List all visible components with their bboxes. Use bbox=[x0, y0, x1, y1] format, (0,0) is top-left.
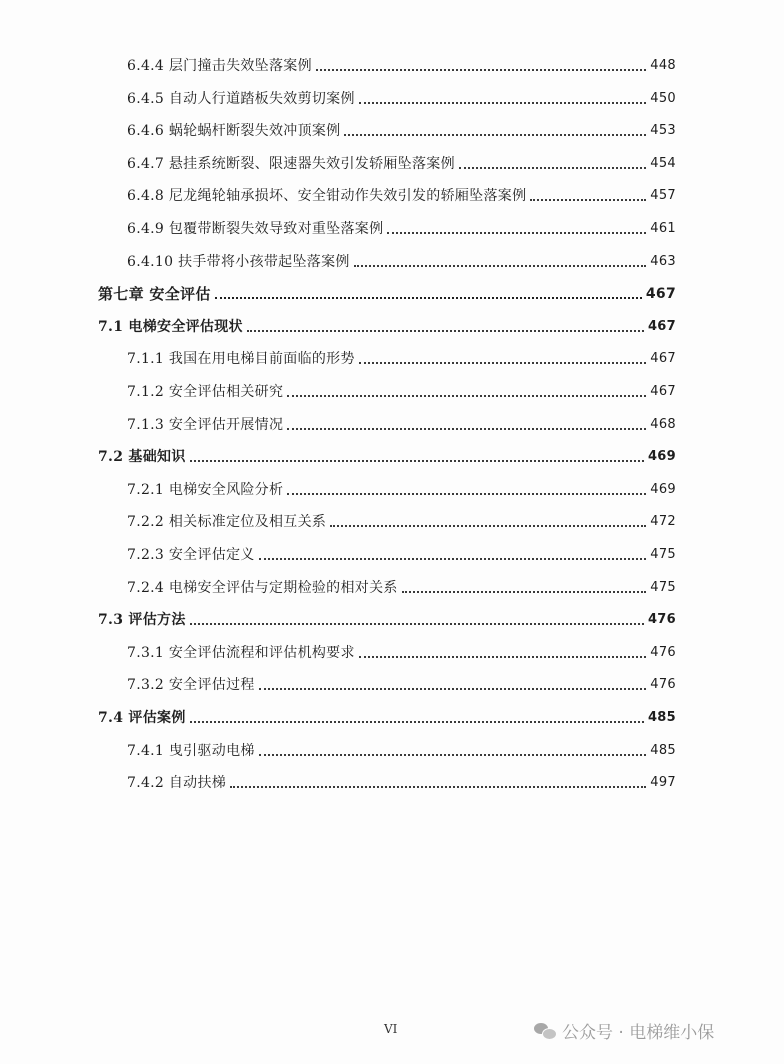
toc-entry[interactable] bbox=[127, 244, 676, 272]
toc-entry-page: 467 bbox=[647, 318, 676, 334]
toc-entry[interactable] bbox=[127, 146, 676, 174]
dot-leader bbox=[190, 459, 644, 462]
toc-entry-page: 497 bbox=[650, 775, 676, 791]
toc-entry-title: 6.4.8 尼龙绳轮轴承损坏、安全钳动作失效引发的轿厢坠落案例 bbox=[127, 188, 527, 205]
toc-entry[interactable] bbox=[127, 537, 676, 565]
toc-entry-page: 476 bbox=[650, 644, 676, 660]
toc-entry-page: 454 bbox=[650, 155, 676, 171]
toc-entry-title: 7.1 电梯安全评估现状 bbox=[98, 318, 243, 335]
toc-entry-page: 476 bbox=[650, 677, 676, 693]
toc-entry[interactable] bbox=[98, 602, 676, 630]
toc-entry-title: 6.4.4 层门撞击失效坠落案例 bbox=[127, 58, 312, 74]
toc-entry[interactable] bbox=[127, 667, 676, 695]
dot-leader bbox=[459, 166, 646, 169]
toc-entry-title: 7.3.1 安全评估流程和评估机构要求 bbox=[127, 644, 355, 661]
dot-leader bbox=[259, 687, 647, 690]
toc-entry-page: 463 bbox=[650, 253, 676, 269]
watermark-text: 公众号 · 电梯维小保 bbox=[562, 1023, 715, 1043]
toc-entry-page: 472 bbox=[650, 514, 676, 530]
toc-entry-title: 6.4.9 包覆带断裂失效导致对重坠落案例 bbox=[127, 221, 384, 237]
toc-entry-title: 7.2.1 电梯安全风险分析 bbox=[127, 481, 284, 498]
toc-entry-page: 475 bbox=[650, 579, 676, 595]
toc-entry-page: 475 bbox=[650, 547, 676, 562]
toc-entry-title: 7.2.3 安全评估定义 bbox=[127, 547, 255, 563]
toc-entry[interactable] bbox=[127, 341, 676, 369]
toc-entry[interactable] bbox=[127, 178, 676, 206]
dot-leader bbox=[259, 753, 647, 756]
dot-leader bbox=[359, 361, 647, 364]
toc-entry-title: 7.2.2 相关标准定位及相互关系 bbox=[127, 514, 327, 531]
toc-entry[interactable] bbox=[127, 765, 676, 793]
toc-entry[interactable] bbox=[127, 113, 676, 141]
toc-entry-title: 6.4.7 悬挂系统断裂、限速器失效引发轿厢坠落案例 bbox=[127, 155, 455, 172]
toc-entry-page: 467 bbox=[650, 384, 676, 399]
wechat-icon bbox=[534, 1022, 556, 1040]
dot-leader bbox=[215, 296, 642, 299]
toc-entry[interactable] bbox=[127, 374, 676, 402]
dot-leader bbox=[247, 329, 644, 332]
dot-leader bbox=[387, 231, 646, 234]
dot-leader bbox=[287, 427, 646, 430]
toc-entry-page: 468 bbox=[650, 416, 676, 432]
toc-entry-title: 7.4.1 曳引驱动电梯 bbox=[127, 742, 255, 759]
toc-entry[interactable] bbox=[127, 48, 676, 76]
toc-entry-page: 469 bbox=[650, 481, 676, 497]
toc-entry[interactable] bbox=[127, 81, 676, 109]
toc-entry[interactable] bbox=[127, 570, 676, 598]
toc-entry[interactable] bbox=[127, 472, 676, 500]
toc-entry-title: 7.1.1 我国在用电梯目前面临的形势 bbox=[127, 351, 355, 368]
toc-entry-title: 6.4.5 自动人行道踏板失效剪切案例 bbox=[127, 90, 355, 107]
dot-leader bbox=[359, 101, 647, 104]
dot-leader bbox=[344, 133, 646, 136]
toc-entry-page: 485 bbox=[650, 742, 676, 758]
page-number: VI bbox=[384, 1022, 398, 1036]
toc-entry-title: 7.2.4 电梯安全评估与定期检验的相对关系 bbox=[127, 579, 398, 596]
toc-entry-title: 7.4 评估案例 bbox=[98, 710, 186, 726]
dot-leader bbox=[259, 557, 647, 560]
toc-entry-title: 7.3 评估方法 bbox=[98, 612, 186, 629]
toc-entry[interactable] bbox=[98, 309, 676, 337]
toc-entry-title: 7.4.2 自动扶梯 bbox=[127, 775, 227, 792]
toc-entry[interactable] bbox=[127, 211, 676, 239]
dot-leader bbox=[287, 394, 646, 397]
toc-entry-title: 7.1.3 安全评估开展情况 bbox=[127, 416, 284, 433]
toc-entry-page: 448 bbox=[650, 58, 676, 73]
dot-leader bbox=[330, 524, 646, 527]
toc-entry-title: 7.1.2 安全评估相关研究 bbox=[127, 384, 284, 400]
toc-entry[interactable] bbox=[127, 407, 676, 435]
dot-leader bbox=[190, 720, 644, 723]
toc-entry[interactable] bbox=[127, 635, 676, 663]
dot-leader bbox=[287, 492, 646, 495]
toc-entry-title: 6.4.6 蜗轮蜗杆断裂失效冲顶案例 bbox=[127, 123, 341, 140]
dot-leader bbox=[230, 785, 646, 788]
dot-leader bbox=[402, 590, 647, 593]
toc-entry[interactable] bbox=[127, 504, 676, 532]
toc-entry-page: 453 bbox=[650, 123, 676, 139]
toc-entry-page: 450 bbox=[650, 90, 676, 106]
toc-entry[interactable] bbox=[98, 700, 676, 728]
toc-entry[interactable] bbox=[98, 439, 676, 467]
watermark bbox=[534, 1018, 714, 1043]
toc-entry-page: 476 bbox=[647, 612, 676, 628]
toc-entry-title: 7.3.2 安全评估过程 bbox=[127, 677, 255, 694]
dot-leader bbox=[530, 198, 646, 201]
toc-entry[interactable] bbox=[98, 276, 676, 304]
toc-entry-page: 461 bbox=[650, 221, 676, 236]
toc-entry-page: 485 bbox=[647, 710, 676, 725]
toc-entry-title: 7.2 基础知识 bbox=[98, 449, 186, 466]
toc-entry-page: 467 bbox=[645, 286, 676, 303]
dot-leader bbox=[359, 655, 647, 658]
dot-leader bbox=[316, 68, 646, 71]
dot-leader bbox=[354, 264, 647, 267]
toc-entry-page: 467 bbox=[650, 351, 676, 367]
toc-entry-page: 469 bbox=[647, 449, 676, 465]
toc-entry-title: 6.4.10 扶手带将小孩带起坠落案例 bbox=[127, 253, 350, 270]
toc-entry[interactable] bbox=[127, 733, 676, 761]
toc-entry-title: 第七章 安全评估 bbox=[98, 285, 211, 304]
dot-leader bbox=[190, 622, 644, 625]
toc-entry-page: 457 bbox=[650, 188, 676, 204]
